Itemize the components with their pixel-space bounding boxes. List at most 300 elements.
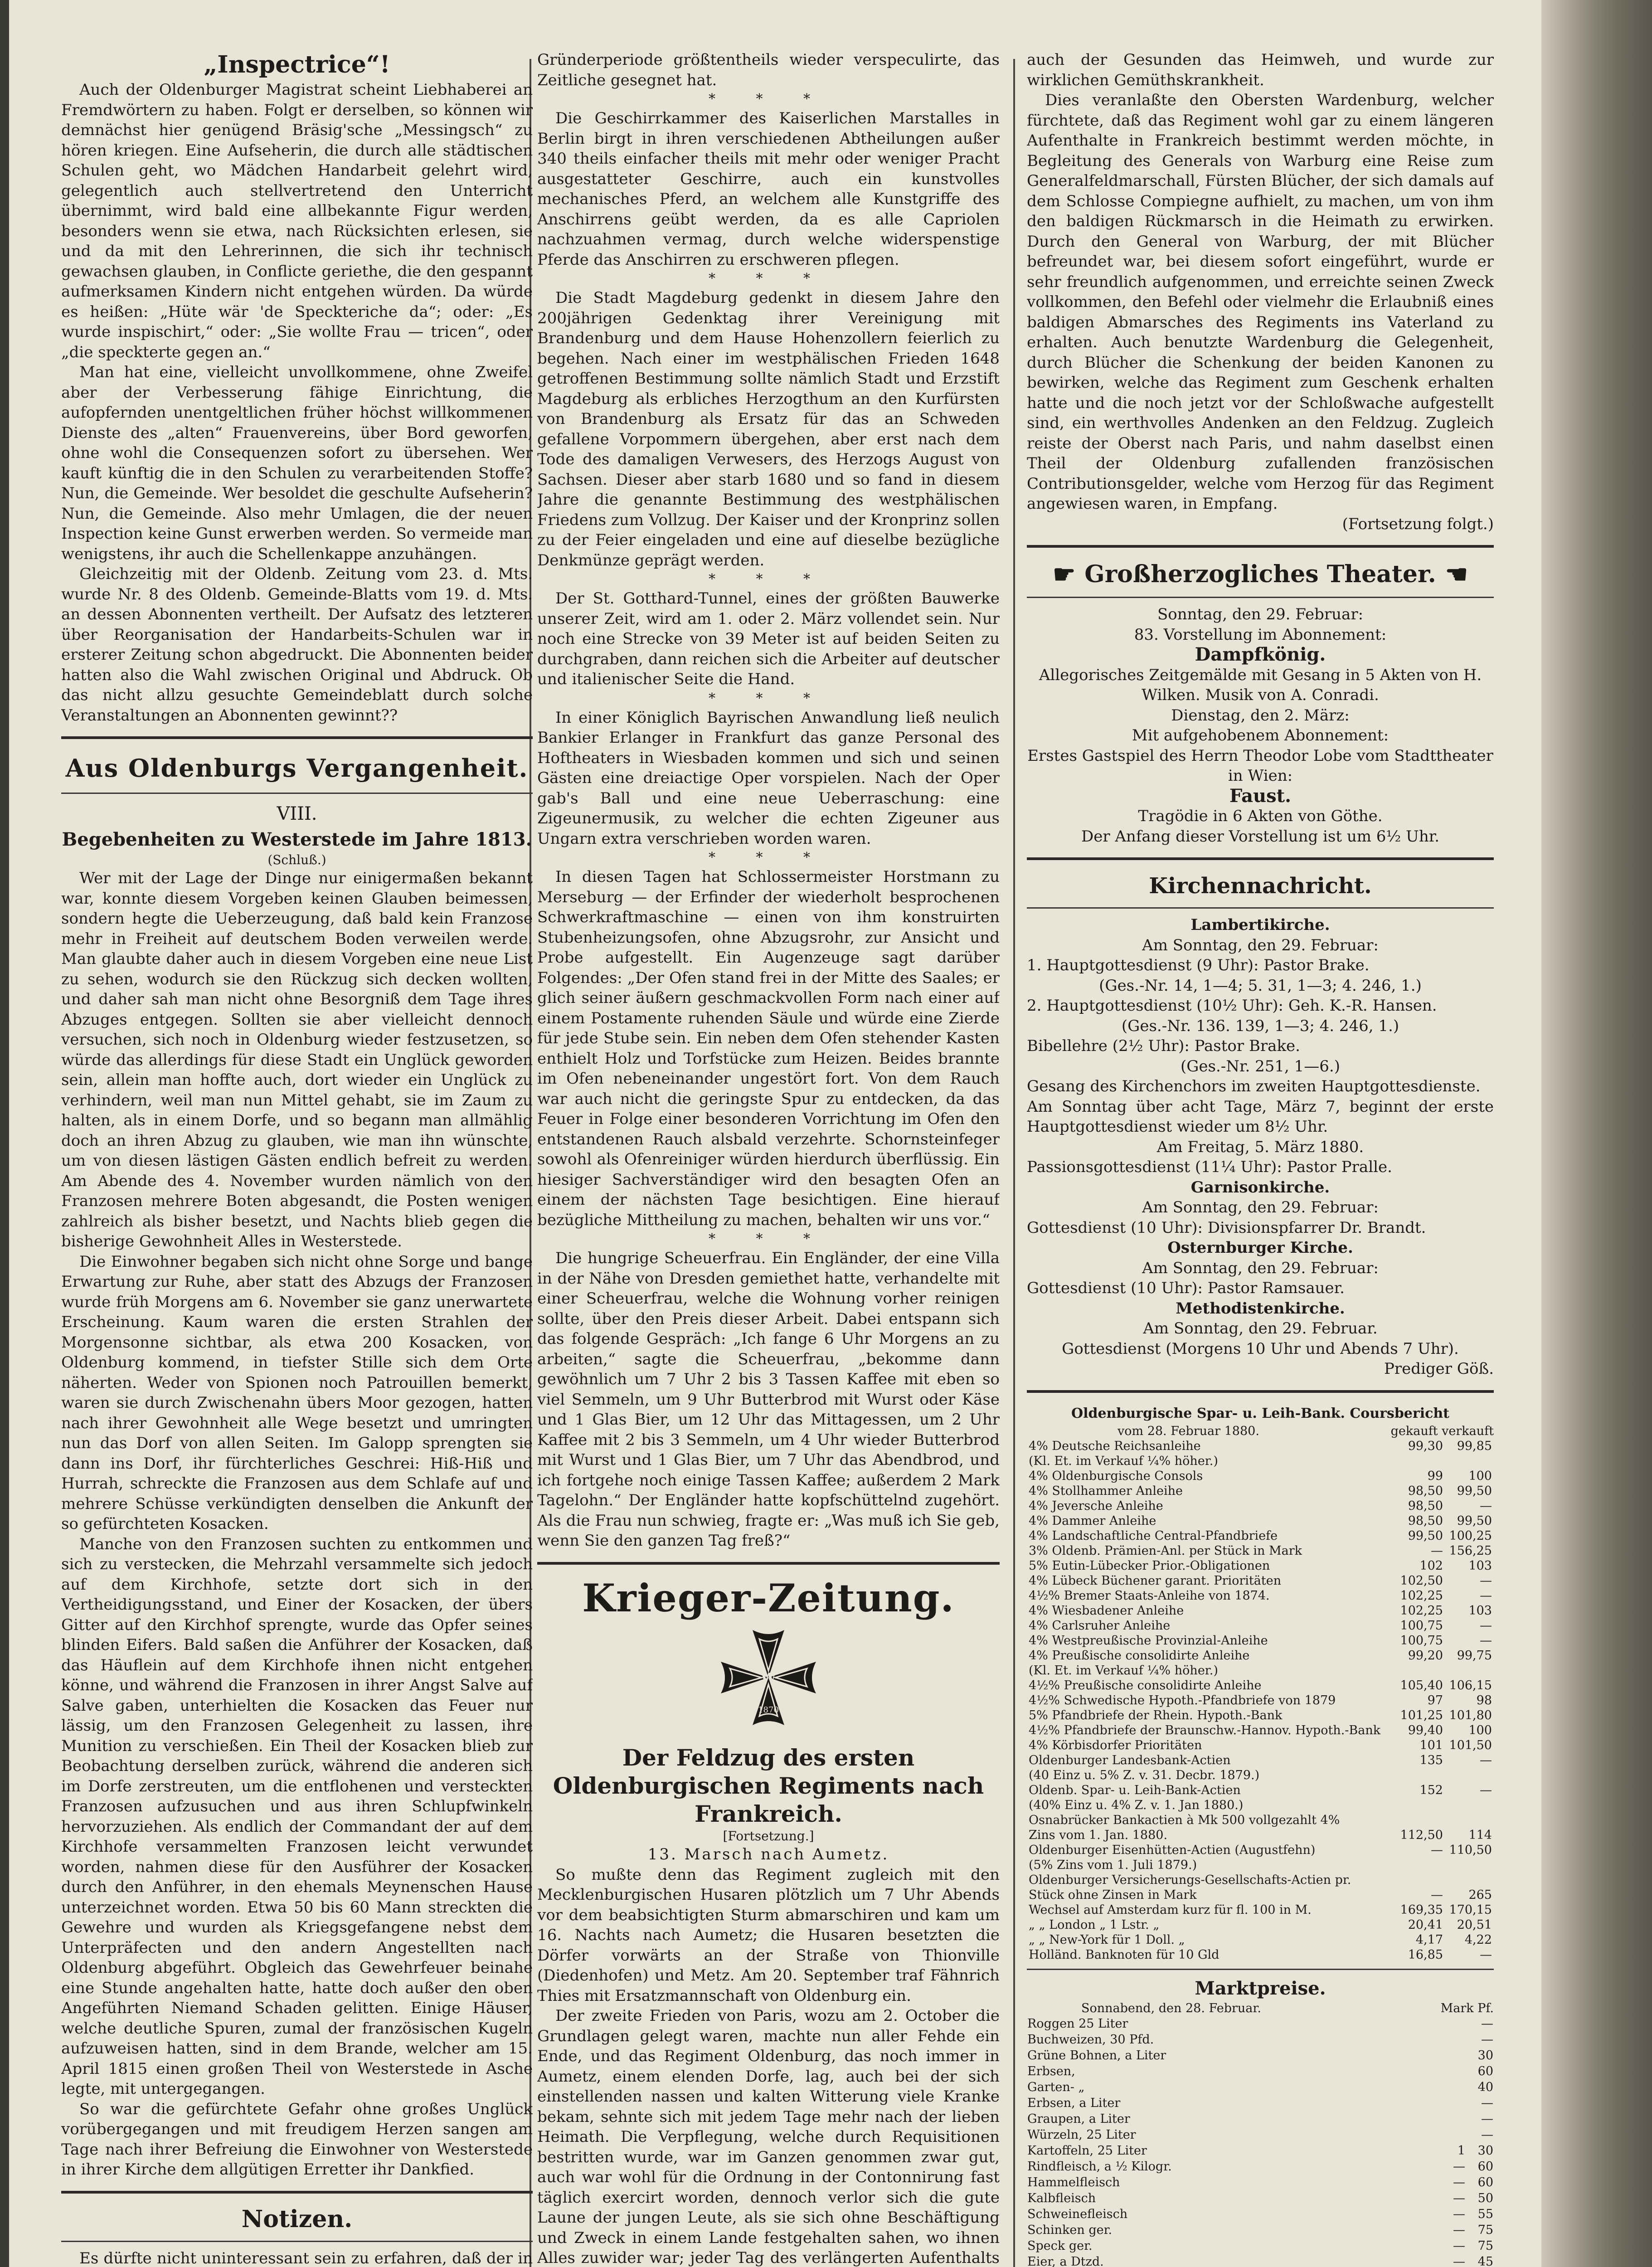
marktpreise-title: Marktpreise.: [1195, 1978, 1326, 1999]
theater-line: Tragödie in 6 Akten von Göthe.: [1138, 807, 1383, 825]
exchange-row: [1027, 1753, 1494, 1768]
theater-line: Sonntag, den 29. Februar:: [1157, 605, 1364, 623]
exchange-row-label: Oldenburger Versicherungs-Gesellschafts-Actien pr.: [1029, 1873, 1351, 1887]
exchange-row-label: (Kl. Et. im Verkauf ¼% höher.): [1029, 1664, 1218, 1678]
exchange-row-value: 114: [1468, 1828, 1492, 1842]
pointing-hand-icon: ☛: [1053, 559, 1076, 589]
market-date: Sonnabend, den 28. Februar.: [1081, 2001, 1261, 2015]
exchange-row: [1027, 1603, 1494, 1618]
theater-line: Mit aufgehobenem Abonnement:: [1132, 726, 1389, 744]
church-line: Prediger Göß.: [1384, 1360, 1494, 1378]
exchange-row-label: 4% Landschaftliche Central-Pfandbriefe: [1029, 1529, 1278, 1543]
exchange-row-label: Zins vom 1. Jan. 1880.: [1029, 1828, 1168, 1842]
market-row: [1027, 2222, 1494, 2238]
exchange-row: [1027, 1932, 1494, 1947]
exchange-row-value: 169,35: [1400, 1903, 1443, 1917]
separator-stars: * * *: [708, 1231, 829, 1247]
article-paragraph: Man hat eine, vielleicht unvollkommene, ohne Zweifel aber der Verbesserung fähige Einrichtung, die aufopfernden unentgeltlichen früher höchst willkommenen Dienste des „alten“ Frauenvereins, über Bord geworfen, ohne wohl die Consequenzen sofort zu übersehen. Wer kauft künftig die in den Schulen zu verarbeitenden Stoffe? Nun, die Gemeinde. Wer besoldet die geschulte Aufseherin? Nun, die Gemeinde. Also mehr Umlagen, die der neuen Inspection keine Gunst erwerben werden. So vermeide man wenigstens, ihr auch die Schellenkappe anzuhängen.: [61, 363, 533, 563]
market-row: [1027, 2175, 1494, 2190]
market-row-value: [1438, 2111, 1466, 2127]
exchange-row-value: 102,25: [1400, 1604, 1443, 1618]
exchange-rate-table: [1027, 1439, 1494, 1962]
article-paragraph: Auch der Oldenburger Magistrat scheint Liebhaberei an Fremdwörtern zu haben. Folgt er derselben, so können wir demnächst hier genügend Bräsig'sche „Messingsch“ zu hören kriegen. Eine Aufseherin, die durch alle städtischen Schulen geht, wo Mädchen Handarbeit gelehrt wird, gelegentlich auch stellvertretend den Unterricht übernimmt, wird bald eine allbekannte Figur werden, besonders wenn sie etwa, nach Rücksichten erlesen, sie und da mit den Lehrerinnen, die sich ihr technisch gewachsen glauben, in Conflicte geriethe, die den gespannt aufmerksamen Kindern nicht entgehen würden. Da würde es heißen: „Hüte wär 'de Speckteriche da“; oder: „Es wurde inspischirt,“ oder: „Sie wollte Frau — tricen“, oder „die speckterte gegen an.“: [61, 81, 533, 361]
exchange-row: [1027, 1917, 1494, 1932]
exchange-row: [1027, 1902, 1494, 1917]
exchange-row: [1027, 1528, 1494, 1543]
exchange-row-value: 99,50: [1408, 1529, 1443, 1543]
exchange-row: [1027, 1723, 1494, 1738]
column-label-bought: gekauft: [1390, 1424, 1438, 1438]
market-row: [1027, 2143, 1494, 2159]
news-item: In einer Königlich Bayrischen Anwandlung ließ neulich Bankier Erlanger in Frankfurt das ganze Personal des Hoftheaters in Wiesbaden kommen und sich und seinen Gästen eine dreiactige Oper vorspielen. Nach der Oper gab's Ball und eine neue Ueberraschung: eine Zigeunermusik, zu welcher die echten Zigeuner aus Ungarn extra verschrieben worden waren.: [537, 708, 1000, 848]
exchange-row-label: 5% Pfandbriefe der Rhein. Hypoth.-Bank: [1029, 1708, 1283, 1722]
kirchennachricht-title: Kirchennachricht.: [1149, 873, 1372, 899]
exchange-row-label: 4% Wiesbadener Anleihe: [1029, 1604, 1184, 1618]
market-row-value: 75: [1477, 2223, 1493, 2237]
exchange-row-value: 99,40: [1408, 1723, 1443, 1737]
market-row-value: —: [1453, 2191, 1465, 2205]
article-paragraph: Gründerperiode größtentheils wieder verspeculirte, das Zeitliche gesegnet hat.: [537, 51, 1000, 89]
exchange-row: [1027, 1888, 1494, 1902]
play-title: Faust.: [1229, 785, 1292, 807]
church-line: Am Sonntag über acht Tage, März 7, beginnt der erste Hauptgottesdienst wieder um 8½ Uhr.: [1027, 1097, 1494, 1136]
article-paragraph: Gleichzeitig mit der Oldenb. Zeitung vom 23. d. Mts. wurde Nr. 8 des Oldenb. Gemeinde-Blatts vom 19. d. Mts. an dessen Abonnenten vertheilt. Der Aufsatz des letzteren über Reorganisation der Handarbeits-Schulen war in ersterer Zeitung schon abgedruckt. Die Abonnenten beider hatten also die Wahl zwischen Original und Abdruck. Ob das nicht allzu gesuchte Gemeindeblatt durch solche Veranstaltungen an Abonnenten gewinnt??: [61, 565, 533, 725]
exchange-row: [1027, 1738, 1494, 1753]
exchange-row-value: —: [1480, 1783, 1492, 1797]
newspaper-page: [9, 0, 1541, 2267]
exchange-row-value: 101,80: [1449, 1708, 1492, 1722]
exchange-row: [1027, 1693, 1494, 1708]
exchange-row-label: 3% Oldenb. Prämien-Anl. per Stück in Mark: [1029, 1544, 1302, 1558]
exchange-row-value: 99: [1427, 1469, 1443, 1483]
exchange-row-value: 99,50: [1457, 1484, 1492, 1498]
exchange-row-value: [1445, 1798, 1494, 1813]
church-line: Am Sonntag, den 29. Februar:: [1142, 936, 1379, 954]
column-rule: [1013, 59, 1015, 2267]
theater-header: [1027, 559, 1494, 590]
exchange-row-value: 156,25: [1449, 1544, 1492, 1558]
market-row-value: [1438, 2079, 1466, 2095]
market-row: [1027, 2032, 1494, 2048]
exchange-row-label: 4½% Bremer Staats-Anleihe von 1874.: [1029, 1589, 1270, 1603]
column-label-mark: Mark: [1440, 2001, 1474, 2015]
exchange-row-label: 4% Lübeck Büchener garant. Prioritäten: [1029, 1574, 1282, 1588]
exchange-row-value: —: [1480, 1753, 1492, 1767]
exchange-row-value: 101,50: [1449, 1738, 1492, 1752]
market-row-label: Buchweizen, 30 Pfd.: [1027, 2033, 1154, 2047]
exchange-row-value: 103: [1468, 1559, 1492, 1573]
article-paragraph: Es dürfte nicht uninteressant sein zu erfahren, daß der in: [79, 2249, 533, 2267]
notizen-title: Notizen.: [241, 2205, 353, 2233]
market-row-value: 55: [1477, 2207, 1493, 2221]
theater-line: 83. Vorstellung im Abonnement:: [1134, 625, 1387, 644]
section-divider: [1027, 1969, 1494, 1970]
exchange-row-label: 4% Körbisdorfer Prioritäten: [1029, 1738, 1202, 1752]
church-name: Lambertikirche.: [1190, 916, 1330, 934]
exchange-row: [1027, 1947, 1494, 1962]
market-row: [1027, 2079, 1494, 2095]
church-line: Gottesdienst (Morgens 10 Uhr und Abends 7 Uhr).: [1062, 1339, 1459, 1358]
exchange-row-value: [1445, 1873, 1494, 1888]
market-row-label: Grüne Bohnen, a Liter: [1027, 2048, 1166, 2063]
exchange-row-value: 110,50: [1449, 1843, 1492, 1857]
market-row-value: —: [1453, 2207, 1465, 2221]
pointing-hand-icon: ☚: [1445, 559, 1468, 589]
market-row: [1027, 2016, 1494, 2032]
church-name: Garnisonkirche.: [1190, 1178, 1330, 1197]
exchange-row: [1027, 1678, 1494, 1693]
exchange-row-label: 4% Jeversche Anleihe: [1029, 1499, 1163, 1513]
market-row-value: [1438, 2016, 1466, 2032]
exchange-row-label: 4% Preußische consolidirte Anleihe: [1029, 1649, 1250, 1663]
exchange-row-label: Holländ. Banknoten für 10 Gld: [1029, 1948, 1220, 1962]
section-divider: [61, 793, 533, 794]
exchange-row: [1027, 1663, 1494, 1678]
section-divider: [61, 2191, 533, 2194]
church-line: Am Freitag, 5. März 1880.: [1156, 1138, 1364, 1156]
separator-stars: * * *: [708, 571, 829, 587]
market-row-label: Erbsen,: [1027, 2064, 1075, 2078]
market-row-value: —: [1453, 2160, 1465, 2174]
exchange-row: [1027, 1828, 1494, 1843]
church-line: Gottesdienst (10 Uhr): Divisionspfarrer Dr. Brandt.: [1027, 1218, 1426, 1237]
separator-stars: * * *: [708, 271, 829, 287]
conclusion-note: (Schluß.): [267, 852, 326, 867]
exchange-row-label: 4% Dammer Anleihe: [1029, 1514, 1156, 1528]
exchange-row: [1027, 1783, 1494, 1798]
church-line: Am Sonntag, den 29. Februar.: [1143, 1319, 1378, 1338]
exchange-row-label: Wechsel auf Amsterdam kurz für fl. 100 in M.: [1029, 1903, 1312, 1917]
exchange-row: [1027, 1543, 1494, 1558]
exchange-row-value: 98: [1476, 1693, 1492, 1708]
coursbericht-subheader: [1027, 1424, 1494, 1439]
news-item: In diesen Tagen hat Schlossermeister Horstmann zu Merseburg — der Erfinder der wiederholt besprochenen Schwerkraftmaschine — einen von ihm konstruirten Stubenheizungsofen, ohne Abzugsrohr, zur Ansicht und Probe aufgestellt. Ein Augenzeuge sagt darüber Folgendes: „Der Ofen stand frei in der Mitte des Saales; er glich seiner äußern geschmackvollen Form nach einer auf einem Postamente ruhenden Säule und würde eine Zierde für jede Stube sein. Ein neben dem Ofen stehender Kasten enthielt Holz und Torfstücke zum Heizen. Beides brannte im Ofen nebeneinander ungestört fort. Von dem Rauch war auch nicht die geringste Spur zu entdecken, da das Feuer in Folge einer besonderen Vorrichtung im Ofen den entstandenen Rauch alsbald verzehrte. Schornsteinfeger sowohl als Ofenreiniger würden hierdurch überflüssig. Ein hiesiger Sachverständiger wird den besagten Ofen an einem der nächsten Tage besichtigen. Eine hierauf bezügliche Mittheilung zu machen, behalten wir uns vor.“: [537, 868, 1000, 1229]
feldzug-title: Der Feldzug des ersten Oldenburgischen Regiments nach Frankreich.: [553, 1744, 984, 1827]
news-item: Der St. Gotthard-Tunnel, eines der größten Bauwerke unserer Zeit, wird am 1. oder 2. März vollendet sein. Nur noch eine Strecke von 39 Meter ist auf beiden Seiten zu durchgraben, dann reichen sich die Arbeiter auf deutscher und italienischer Seite die Hand.: [537, 589, 1000, 688]
market-price-table: [1027, 2016, 1494, 2267]
exchange-row: [1027, 1768, 1494, 1783]
market-row-value: [1438, 2048, 1466, 2063]
series-number: VIII.: [277, 803, 317, 824]
exchange-row-label: Oldenburger Landesbank-Actien: [1029, 1753, 1231, 1767]
market-row: [1027, 2190, 1494, 2206]
market-row-value: 30: [1477, 2048, 1493, 2063]
market-row-label: Speck ger.: [1027, 2239, 1093, 2253]
market-row-value: —: [1481, 2112, 1493, 2126]
exchange-row: [1027, 1573, 1494, 1588]
exchange-row-label: 4% Westpreußische Provinzial-Anleihe: [1029, 1634, 1268, 1648]
exchange-row-label: 4% Oldenburgische Consols: [1029, 1469, 1203, 1483]
exchange-row: [1027, 1858, 1494, 1873]
church-line: Gottesdienst (10 Uhr): Pastor Ramsauer.: [1027, 1279, 1345, 1297]
exchange-row-label: 4½% Pfandbriefe der Braunschw.-Hannov. Hypoth.-Bank: [1029, 1723, 1381, 1737]
church-line: Am Sonntag, den 29. Februar:: [1142, 1198, 1379, 1216]
news-item: Die Stadt Magdeburg gedenkt in diesem Jahre den 200jährigen Gedenktag ihrer Vereinigung mit Brandenburg und dem Hause Hohenzollern feierlich zu begehen. Nach einer im westphälischen Frieden 1648 getroffenen Bestimmung sollte nämlich Stadt und Erzstift Magdeburg als erbliches Herzogthum an den Kurfürsten von Brandenburg als Ersatz für das an Schweden gefallene Vorpommern übergehen, aber erst nach dem Tode des damaligen Verwesers, des Herzogs August von Sachsen. Dieser aber starb 1680 und so fand in diesem Jahre die genannte Bestimmung des westphälischen Friedens zum Vollzug. Der Kaiser und der Kronprinz sollen zu der Feier eingeladen und eine auf dieselbe bezügliche Denkmünze geprägt werden.: [537, 289, 1000, 569]
exchange-row-value: 98,50: [1408, 1484, 1443, 1498]
exchange-row-value: [1396, 1798, 1445, 1813]
exchange-row-label: (5% Zins vom 1. Juli 1879.): [1029, 1858, 1197, 1872]
market-row-value: 75: [1477, 2239, 1493, 2253]
church-line: (Ges.-Nr. 136. 139, 1—3; 4. 246, 1.): [1121, 1017, 1399, 1035]
exchange-row-value: 170,15: [1449, 1903, 1492, 1917]
market-row-value: —: [1453, 2175, 1465, 2189]
church-line: Bibellehre (2½ Uhr): Pastor Brake.: [1027, 1037, 1300, 1055]
exchange-row: [1027, 1498, 1494, 1513]
exchange-row-value: 112,50: [1400, 1828, 1443, 1842]
church-name: Methodistenkirche.: [1176, 1299, 1345, 1318]
exchange-row-value: 99,30: [1408, 1439, 1443, 1453]
section-divider: [1027, 545, 1494, 548]
iron-cross-emblem: [537, 1625, 1000, 1735]
section-divider: [537, 1562, 1000, 1565]
market-row-value: 30: [1477, 2144, 1493, 2158]
exchange-row-value: 265: [1468, 1888, 1492, 1902]
market-row-value: 60: [1477, 2064, 1493, 2078]
exchange-row-value: [1445, 1858, 1494, 1873]
vergangenheit-subtitle: Begebenheiten zu Westerstede im Jahre 1813.: [62, 829, 532, 850]
market-row-label: Erbsen, a Liter: [1027, 2096, 1121, 2110]
book-binding-edge: [1541, 0, 1652, 2267]
fortsetzung-note: [Fortsetzung.]: [723, 1829, 814, 1844]
section-divider: [61, 736, 533, 739]
exchange-row-label: 5% Eutin-Lübecker Prior.-Obligationen: [1029, 1559, 1270, 1573]
exchange-row-value: 100,75: [1400, 1619, 1443, 1633]
market-row-label: Rindfleisch, a ½ Kilogr.: [1027, 2160, 1172, 2174]
exchange-row: [1027, 1558, 1494, 1573]
exchange-row-value: —: [1480, 1574, 1492, 1588]
church-line: Passionsgottesdienst (11¼ Uhr): Pastor Pralle.: [1027, 1158, 1392, 1176]
theater-line: Allegorisches Zeitgemälde mit Gesang in 5 Akten von H. Wilken. Musik von A. Conradi.: [1039, 666, 1482, 704]
exchange-row-label: (40 Einz u. 5% Z. v. 31. Decbr. 1879.): [1029, 1768, 1260, 1782]
exchange-row-label: (Kl. Et. im Verkauf ¼% höher.): [1029, 1454, 1218, 1468]
exchange-row-value: —: [1480, 1634, 1492, 1648]
exchange-row-value: 99,75: [1457, 1649, 1492, 1663]
exchange-row: [1027, 1843, 1494, 1858]
exchange-row-value: 99,50: [1457, 1514, 1492, 1528]
exchange-row-value: [1396, 1663, 1445, 1678]
section-divider: [1027, 1390, 1494, 1393]
market-row-label: Eier, a Dtzd.: [1027, 2255, 1104, 2267]
exchange-row-label: 4% Carlsruher Anleihe: [1029, 1619, 1171, 1633]
exchange-row-label: Oldenburger Eisenhütten-Actien (Augustfehn): [1029, 1843, 1316, 1857]
market-row-value: —: [1453, 2255, 1465, 2267]
church-line: Gesang des Kirchenchors im zweiten Hauptgottesdienste.: [1027, 1077, 1481, 1095]
market-row-value: [1438, 2127, 1466, 2143]
market-row: [1027, 2111, 1494, 2127]
column-left: [61, 50, 533, 2267]
market-row-value: 45: [1477, 2255, 1493, 2267]
market-row: [1027, 2254, 1494, 2267]
market-row-label: Kartoffeln, 25 Liter: [1027, 2144, 1147, 2158]
inspectrice-title: „Inspectrice“!: [204, 51, 390, 78]
separator-stars: * * *: [708, 690, 829, 706]
exchange-row-value: —: [1431, 1544, 1443, 1558]
exchange-row-value: 20,51: [1457, 1918, 1492, 1932]
exchange-row: [1027, 1873, 1494, 1888]
market-row-value: —: [1453, 2239, 1465, 2253]
vergangenheit-title: Aus Oldenburgs Vergangenheit.: [65, 754, 529, 783]
market-subheader: [1027, 2001, 1494, 2016]
theater-title: Großherzogliches Theater.: [1084, 560, 1436, 588]
krieger-zeitung-title: Krieger-Zeitung.: [582, 1575, 955, 1620]
exchange-row-label: Osnabrücker Bankactien à Mk 500 vollgezahlt 4%: [1029, 1813, 1340, 1827]
exchange-row-value: 16,85: [1408, 1948, 1443, 1962]
exchange-row-value: 101,25: [1400, 1708, 1443, 1722]
exchange-row-value: 152: [1419, 1783, 1443, 1797]
market-row-value: —: [1481, 2017, 1493, 2031]
exchange-row-label: Stück ohne Zinsen in Mark: [1029, 1888, 1197, 1902]
church-line: Am Sonntag, den 29. Februar:: [1142, 1259, 1379, 1277]
exchange-row-value: 99,85: [1457, 1439, 1492, 1453]
market-row-label: Schweinefleisch: [1027, 2207, 1128, 2221]
church-name: Osternburger Kirche.: [1167, 1239, 1353, 1257]
church-line: 1. Hauptgottesdienst (9 Uhr): Pastor Brake.: [1027, 956, 1370, 974]
exchange-row-value: 100,25: [1449, 1529, 1492, 1543]
exchange-row-value: [1396, 1454, 1445, 1469]
exchange-row-value: 99,20: [1408, 1649, 1443, 1663]
church-line: 2. Hauptgottesdienst (10½ Uhr): Geh. K.-R. Hansen.: [1027, 997, 1437, 1015]
exchange-row: [1027, 1454, 1494, 1469]
theater-line: Dienstag, den 2. März:: [1171, 706, 1350, 725]
article-paragraph: So war die gefürchtete Gefahr ohne großes Unglück vorübergegangen und mit freudigem Herzen sangen am Tage nach ihrer Befreiung die Einwohner von Westerstede in ihrer Kirche dem allgütigen Erretter ihr Dankfied.: [61, 2100, 533, 2179]
article-paragraph: auch der Gesunden das Heimweh, und wurde zur wirklichen Gemüthskrankheit.: [1027, 51, 1494, 89]
exchange-row-value: 101: [1419, 1738, 1443, 1752]
exchange-row-value: 102,25: [1400, 1589, 1443, 1603]
news-item: Die hungrige Scheuerfrau. Ein Engländer, der eine Villa in der Nähe von Dresden gemiethet hatte, verhandelte mit einer Scheuerfrau, welche die Wohnung vorher reinigen sollte, über den Preis dieser Arbeit. Dabei entspann sich das folgende Gespräch: „Ich fange 6 Uhr Morgens an zu arbeiten,“ sagte die Scheuerfrau, „bekomme dann gewöhnlich um 7 Uhr 2 bis 3 Tassen Kaffee mit eben so viel Semmeln, um 9 Uhr Butterbrod mit Wurst oder Käse und 1 Glas Bier, um 12 Uhr das Mittagessen, um 2 Uhr Kaffee mit 2 bis 3 Semmeln, um 4 Uhr wieder Butterbrod mit Wurst und 1 Glas Bier, um 7 Uhr das Abendbrod, und ich fortgehe noch einige Tassen Kaffee; außerdem 2 Mark Tagelohn.“ Der Engländer hatte kopfschüttelnd zugehört. Als die Frau nun schwieg, fragte er: „Was muß ich Sie geb, wenn Sie den ganzen Tag freß?“: [537, 1249, 1000, 1550]
separator-stars: * * *: [708, 850, 829, 866]
market-row-label: Hammelfleisch: [1027, 2175, 1120, 2189]
exchange-row-value: 105,40: [1400, 1678, 1443, 1693]
exchange-row-value: —: [1431, 1843, 1443, 1857]
exchange-row-value: [1396, 1873, 1445, 1888]
exchange-row-value: [1445, 1813, 1494, 1828]
market-row: [1027, 2095, 1494, 2111]
column-right: [1027, 50, 1494, 2267]
section-divider: [1027, 597, 1494, 598]
market-row-value: 50: [1477, 2191, 1493, 2205]
exchange-row-value: 4,17: [1415, 1933, 1443, 1947]
market-row-label: Garten- „: [1027, 2080, 1085, 2094]
cross-year: 1870: [758, 1705, 779, 1715]
exchange-row-value: 98,50: [1408, 1499, 1443, 1513]
exchange-row-value: 98,50: [1408, 1514, 1443, 1528]
exchange-row-value: —: [1480, 1589, 1492, 1603]
news-item: Die Geschirrkammer des Kaiserlichen Marstalles in Berlin birgt in ihren verschiedenen Abtheilungen außer 340 theils einfacher theils mit mehr oder weniger Pracht ausgestatteter Geschirre, auch ein kunstvolles mechanisches Pferd, an welchem alle Kunstgriffe des Anschirrens geübt werden, da es alle Capriolen nachzuahmen vermag, durch welche widerspenstige Pferde das Anschirren zu erschweren pflegen.: [537, 109, 1000, 269]
theater-line: Der Anfang dieser Vorstellung ist um 6½ Uhr.: [1081, 827, 1440, 846]
exchange-row: [1027, 1813, 1494, 1828]
separator-stars: * * *: [708, 91, 829, 107]
exchange-row-value: [1445, 1663, 1494, 1678]
exchange-row-value: 100: [1468, 1723, 1492, 1737]
market-row-value: [1438, 2032, 1466, 2048]
exchange-row-value: [1445, 1768, 1494, 1783]
exchange-row-value: —: [1480, 1948, 1492, 1962]
exchange-row-value: [1445, 1454, 1494, 1469]
exchange-row-value: —: [1480, 1619, 1492, 1633]
coursbericht-columns: [1391, 1424, 1494, 1439]
theater-line: Erstes Gastspiel des Herrn Theodor Lobe vom Stadttheater in Wien:: [1027, 746, 1493, 785]
march-heading: 13. Marsch nach Aumetz.: [647, 1845, 889, 1863]
exchange-row-label: Oldenb. Spar- u. Leih-Bank-Actien: [1029, 1783, 1241, 1797]
cross-letter: W: [761, 1670, 776, 1686]
exchange-row-value: 135: [1419, 1753, 1443, 1767]
market-row-value: —: [1453, 2223, 1465, 2237]
coursbericht-title: Oldenburgische Spar- u. Leih-Bank. Coursbericht: [1071, 1405, 1450, 1421]
exchange-row: [1027, 1588, 1494, 1603]
market-row-label: Kalbfleisch: [1027, 2191, 1096, 2205]
market-row: [1027, 2127, 1494, 2143]
column-label-sold: verkauft: [1442, 1424, 1494, 1438]
column-label-pf: Pf.: [1477, 2001, 1494, 2015]
exchange-row-value: 103: [1468, 1604, 1492, 1618]
exchange-row-value: —: [1431, 1888, 1443, 1902]
exchange-row-value: 4,22: [1464, 1933, 1492, 1947]
exchange-row: [1027, 1633, 1494, 1648]
exchange-row: [1027, 1648, 1494, 1663]
exchange-row: [1027, 1469, 1494, 1484]
article-paragraph: Die Einwohner begaben sich nicht ohne Sorge und bange Erwartung zur Ruhe, aber statt des Abzugs der Franzosen wurde früh Morgens am 6. November sie ganz unerwartete Erscheinung. Kaum waren die ersten Strahlen der Morgensonne sichtbar, als etwa 200 Kosacken, von Oldenburg kommend, in tiefster Stille sich dem Orte näherten. Weder von Spionen noch Patrouillen bemerkt, waren sie durch Zwischenahn übers Moor gezogen, hatten nach ihrer Gewohnheit alle Wege besetzt und umringten nun das Dorf von allen Seiten. Im Galopp sprengten sie dann ins Dorf, ihr fürchterliches Geschrei: Hiß-Hiß und Hurrah, schreckte die Franzosen aus dem Schlafe auf und mehrere Schüsse verkündigten denselben die Ankunft der so gefürchteten Kosacken.: [61, 1252, 533, 1533]
exchange-row-value: —: [1480, 1499, 1492, 1513]
exchange-row: [1027, 1484, 1494, 1498]
market-row: [1027, 2048, 1494, 2063]
coursbericht-date: vom 28. Februar 1880.: [1118, 1424, 1259, 1438]
market-row-value: —: [1481, 2128, 1493, 2142]
market-row-label: Schinken ger.: [1027, 2223, 1113, 2237]
church-line: (Ges.-Nr. 14, 1—4; 5. 31, 1—3; 4. 246, 1.): [1099, 976, 1422, 995]
market-row-label: Roggen 25 Liter: [1027, 2017, 1128, 2031]
exchange-row-value: 106,15: [1449, 1678, 1492, 1693]
market-row-label: Würzeln, 25 Liter: [1027, 2128, 1136, 2142]
continuation-note: (Fortsetzung folgt.): [1342, 515, 1494, 533]
exchange-row-label: 4½% Preußische consolidirte Anleihe: [1029, 1678, 1262, 1693]
exchange-row-label: 4½% Schwedische Hypoth.-Pfandbriefe von 1879: [1029, 1693, 1336, 1708]
exchange-row-value: [1396, 1858, 1445, 1873]
exchange-row-value: 100: [1468, 1469, 1492, 1483]
section-divider: [1027, 907, 1494, 909]
exchange-row: [1027, 1513, 1494, 1528]
exchange-row-value: [1396, 1768, 1445, 1783]
column-middle: [537, 50, 1000, 2267]
market-row: [1027, 2206, 1494, 2222]
market-row-value: —: [1481, 2033, 1493, 2047]
exchange-row: [1027, 1708, 1494, 1723]
market-row-value: 60: [1477, 2160, 1493, 2174]
exchange-row: [1027, 1618, 1494, 1633]
exchange-row-label: „ „ New-York für 1 Doll. „: [1029, 1933, 1185, 1947]
market-row: [1027, 2063, 1494, 2079]
section-divider: [1027, 857, 1494, 860]
exchange-row-value: 102,50: [1400, 1574, 1443, 1588]
article-paragraph: Der zweite Frieden von Paris, wozu am 2. October die Grundlagen gelegt waren, machte nun aller Fehde ein Ende, und das Regiment Oldenburg, das noch immer in Aumetz, einem elenden Dorfe, lag, auch bei der sich einstellenden nassen und kalten Witterung viele Kranke bekam, sehnte sich mit jedem Tage mehr nach der lieben Heimath. Die Verpflegung, welche durch Requisitionen bestritten wurde, war im Ganzen genommen zwar gut, auch war wohl für die Ordnung in der Contonnirung fast täglich exercirt worden, dennoch verlor sich die gute Laune der jungen Leute, als sie sich ohne Beschäftigung und Zweck in einem Lande festgehalten sahen, wo ihnen Alles zuwider war; jeder Tag des verlängerten Aufenthalts: [537, 2007, 1000, 2267]
exchange-row-value: 102: [1419, 1559, 1443, 1573]
article-paragraph: Wer mit der Lage der Dinge nur einigermaßen bekannt war, konnte diesem Vorgeben keinen Glauben beimessen, sondern hegte die Ueberzeugung, daß bald kein Franzose mehr in Freiheit auf deutschem Boden verweilen werde. Man glaubte daher auch in diesem Vorgeben eine neue List zu sehen, wodurch sie den Rückzug sich decken wollten, und daher sah man nicht ohne Besorgniß dem Tage ihres Abzuges entgegen. Sollten sie aber vielleicht dennoch versuchen, sich noch in Oldenburg wieder festzusetzen, so würde das allerdings für diese Stadt ein Unglück geworden sein, allein man hoffte auch, dort wieder ein Unglück zu verhindern, weil man nun Mittel gehabt, sie im Zaum zu halten, als in einem Dorfe, und so begann man allmählig doch an ihren Abzug zu glauben, wie man ihn wünschte, um von diesen lästigen Gästen endlich befreit zu werden. Am Abende des 4. November wurden nämlich von den Franzosen mehrere Boten abgesandt, die Posten wenigen zahlreich als bisher besetzt, und Nachts blieb gegen die bisherige Gewohnheit Alles in Westerstede.: [61, 869, 533, 1250]
market-row: [1027, 2159, 1494, 2175]
market-row-value: —: [1481, 2096, 1493, 2110]
iron-cross-icon: [716, 1625, 821, 1730]
exchange-row-label: (40% Einz u. 4% Z. v. 1. Jan 1880.): [1029, 1798, 1244, 1812]
exchange-row-value: [1396, 1813, 1445, 1828]
exchange-row-value: 100,75: [1400, 1634, 1443, 1648]
market-row-value: 1: [1457, 2144, 1465, 2158]
market-columns: [1441, 2001, 1494, 2016]
market-row-label: Graupen, a Liter: [1027, 2112, 1130, 2126]
market-row-value: 60: [1477, 2175, 1493, 2189]
market-row: [1027, 2238, 1494, 2254]
exchange-row-label: 4% Deutsche Reichsanleihe: [1029, 1439, 1201, 1453]
market-row-value: [1438, 2095, 1466, 2111]
exchange-row-label: „ „ London „ 1 Lstr. „: [1029, 1918, 1160, 1932]
exchange-row: [1027, 1798, 1494, 1813]
